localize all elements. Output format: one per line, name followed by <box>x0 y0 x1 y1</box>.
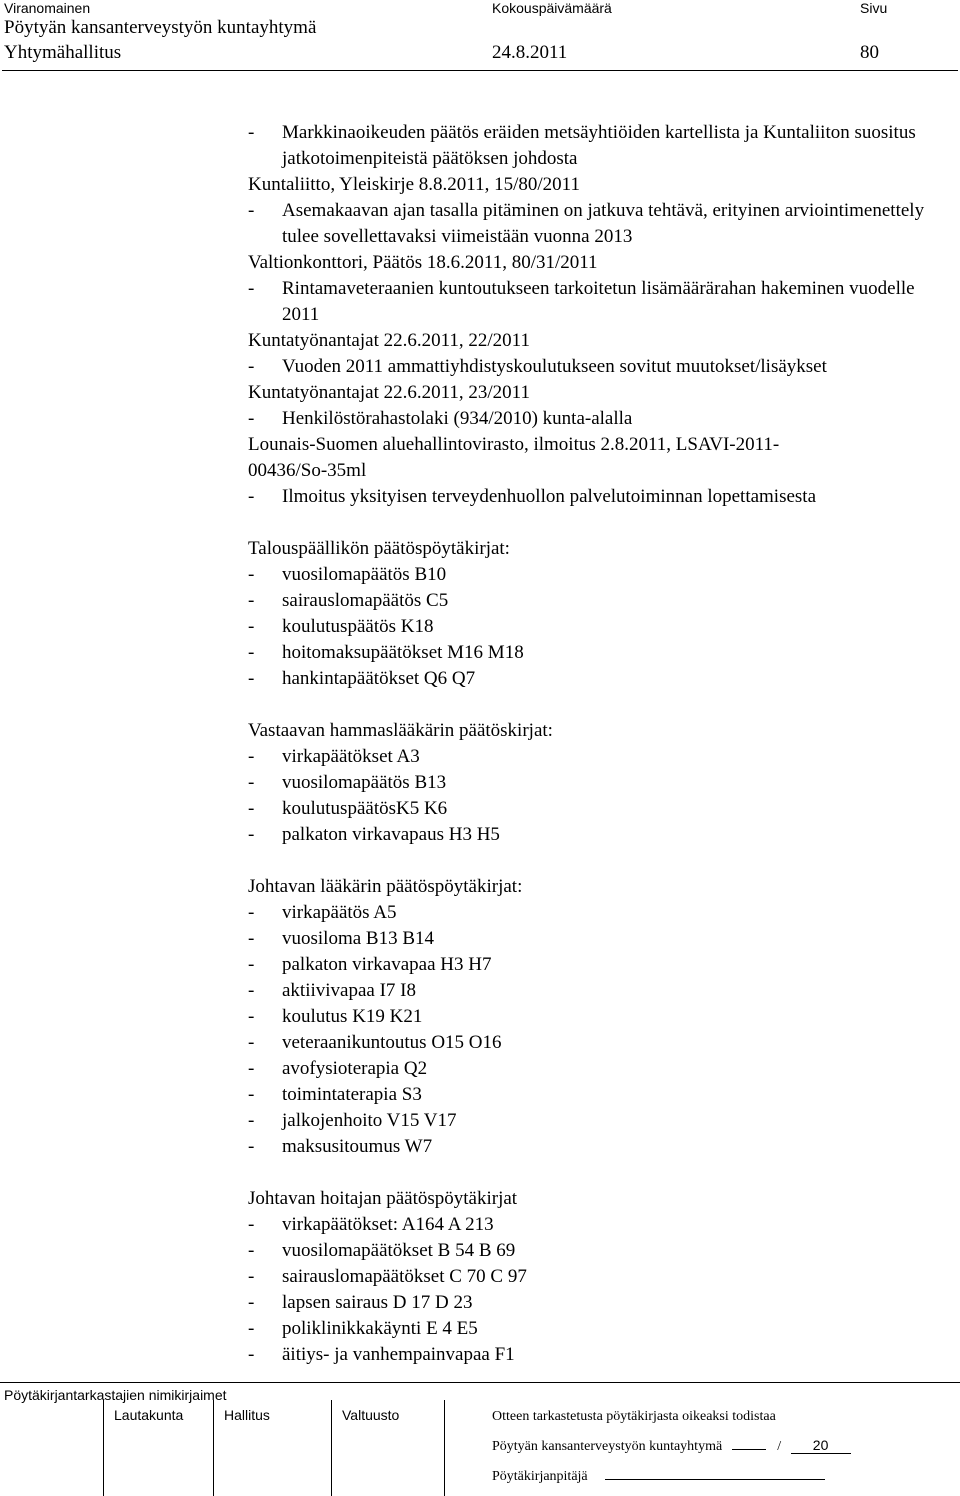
bullet-dash: - <box>248 122 255 143</box>
bullet-dash: - <box>248 1292 255 1313</box>
list-item-text: palkaton virkavapaus H3 H5 <box>282 824 500 845</box>
bullet-dash: - <box>248 772 255 793</box>
initials-column-valtuusto: Valtuusto <box>342 1407 400 1423</box>
list-item-text: poliklinikkakäynti E 4 E5 <box>282 1318 478 1339</box>
list-item-text: virkapäätös A5 <box>282 902 397 923</box>
list-item-text: koulutuspäätösK5 K6 <box>282 798 448 819</box>
footer-column-divider <box>444 1400 445 1496</box>
list-item <box>248 198 948 250</box>
list-item <box>248 1134 948 1160</box>
bullet-dash: - <box>248 1318 255 1339</box>
certification-text: Otteen tarkastetusta pöytäkirjasta oikeaksi todistaa <box>492 1409 776 1424</box>
text-line: Kuntaliitto, Yleiskirje 8.8.2011, 15/80/2011 <box>248 174 580 195</box>
text-line: Kuntatyönantajat 22.6.2011, 22/2011 <box>248 330 530 351</box>
header-divider <box>2 70 958 71</box>
list-item <box>248 120 948 172</box>
list-item-text: virkapäätökset A3 <box>282 746 420 767</box>
text-line: Valtionkonttori, Päätös 18.6.2011, 80/31/2011 <box>248 252 598 273</box>
list-item <box>248 1264 948 1290</box>
bullet-dash: - <box>248 1136 255 1157</box>
list-item-text: veteraanikuntoutus O15 O16 <box>282 1032 502 1053</box>
text-line: Talouspäällikön päätöspöytäkirjat: <box>248 538 510 559</box>
footer-column-divider <box>213 1400 214 1496</box>
meeting-date-label: Kokouspäivämäärä <box>492 0 612 16</box>
list-item-text: Rintamaveteraanien kuntoutukseen tarkoitetun lisämäärärahan hakeminen vuodelle 2011 <box>282 278 915 325</box>
list-item-text: koulutuspäätös K18 <box>282 616 434 637</box>
bullet-dash: - <box>248 746 255 767</box>
bullet-dash: - <box>248 408 255 429</box>
list-item-text: lapsen sairaus D 17 D 23 <box>282 1292 473 1313</box>
list-item <box>248 1316 948 1342</box>
bullet-dash: - <box>248 1240 255 1261</box>
bullet-dash: - <box>248 1266 255 1287</box>
signature-blank <box>732 1437 766 1450</box>
bullet-dash: - <box>248 824 255 845</box>
bullet-dash: - <box>248 616 255 637</box>
bullet-dash: - <box>248 928 255 949</box>
certification-organization: Pöytyän kansanterveystyön kuntayhtymä <box>492 1439 723 1454</box>
bullet-dash: - <box>248 486 255 507</box>
text-line: Vastaavan hammaslääkärin päätöskirjat: <box>248 720 553 741</box>
bullet-dash: - <box>248 1084 255 1105</box>
list-item-text: toimintaterapia S3 <box>282 1084 422 1105</box>
bullet-dash: - <box>248 200 255 221</box>
list-item <box>248 796 948 822</box>
list-item <box>248 276 948 328</box>
list-item <box>248 744 948 770</box>
keeper-label: Pöytäkirjanpitäjä <box>492 1469 588 1484</box>
list-item <box>248 770 948 796</box>
footer-column-divider <box>331 1400 332 1496</box>
bullet-dash: - <box>248 1032 255 1053</box>
footer-column-divider <box>103 1400 104 1496</box>
list-item-text: vuosilomapäätös B13 <box>282 772 447 793</box>
list-item <box>248 1290 948 1316</box>
list-item-text: maksusitoumus W7 <box>282 1136 433 1157</box>
bullet-dash: - <box>248 278 255 299</box>
footer-divider <box>0 1382 960 1383</box>
text-line: Kuntatyönantajat 22.6.2011, 23/2011 <box>248 382 530 403</box>
list-item <box>248 1082 948 1108</box>
list-item <box>248 1342 948 1368</box>
keeper-line <box>492 1467 825 1485</box>
text-line: Johtavan lääkärin päätöspöytäkirjat: <box>248 876 523 897</box>
list-item <box>248 822 948 848</box>
list-item-text: äitiys- ja vanhempainvapaa F1 <box>282 1344 515 1365</box>
list-item <box>248 354 948 380</box>
list-item <box>248 562 948 588</box>
list-item <box>248 978 948 1004</box>
text-line: Johtavan hoitajan päätöspöytäkirjat <box>248 1188 518 1209</box>
list-item-text: vuosilomapäätös B10 <box>282 564 447 585</box>
certification-line <box>492 1437 851 1455</box>
list-item-text: avofysioterapia Q2 <box>282 1058 428 1079</box>
text-line: Lounais-Suomen aluehallintovirasto, ilmoitus 2.8.2011, LSAVI-2011- <box>248 434 780 455</box>
list-item-text: virkapäätökset: A164 A 213 <box>282 1214 494 1235</box>
list-item <box>248 666 948 692</box>
list-item-text: vuosiloma B13 B14 <box>282 928 435 949</box>
page-label: Sivu <box>860 0 888 16</box>
list-item <box>248 640 948 666</box>
list-item-text: Vuoden 2011 ammattiyhdistyskoulutukseen sovitut muutokset/lisäykset <box>282 356 827 377</box>
list-item <box>248 1212 948 1238</box>
initials-column-lautakunta: Lautakunta <box>114 1407 184 1423</box>
authority-label: Viranomainen <box>4 0 91 16</box>
bullet-dash: - <box>248 1214 255 1235</box>
bullet-dash: - <box>248 356 255 377</box>
list-item <box>248 900 948 926</box>
list-item-text: hoitomaksupäätökset M16 M18 <box>282 642 524 663</box>
list-item <box>248 1004 948 1030</box>
list-item-text: sairauslomapäätös C5 <box>282 590 449 611</box>
bullet-dash: - <box>248 668 255 689</box>
list-item <box>248 1238 948 1264</box>
bullet-dash: - <box>248 798 255 819</box>
body-name: Yhtymähallitus <box>4 42 122 63</box>
bullet-dash: - <box>248 980 255 1001</box>
bullet-dash: - <box>248 642 255 663</box>
initials-column-hallitus: Hallitus <box>224 1407 270 1423</box>
list-item <box>248 614 948 640</box>
initials-title: Pöytäkirjantarkastajien nimikirjaimet <box>4 1387 227 1403</box>
keeper-signature-blank <box>605 1467 825 1480</box>
list-item <box>248 1056 948 1082</box>
bullet-dash: - <box>248 564 255 585</box>
certification-number: 20 <box>791 1437 851 1454</box>
bullet-dash: - <box>248 1058 255 1079</box>
list-item <box>248 926 948 952</box>
section-gap <box>248 510 948 536</box>
list-item <box>248 588 948 614</box>
list-item-text: Henkilöstörahastolaki (934/2010) kunta-alalla <box>282 408 633 429</box>
meeting-date: 24.8.2011 <box>492 42 568 63</box>
bullet-dash: - <box>248 1110 255 1131</box>
bullet-dash: - <box>248 1006 255 1027</box>
text-line: 00436/So-35ml <box>248 460 367 481</box>
bullet-dash: - <box>248 954 255 975</box>
list-item-text: palkaton virkavapaa H3 H7 <box>282 954 492 975</box>
list-item <box>248 484 948 510</box>
bullet-dash: - <box>248 902 255 923</box>
list-item-text: vuosilomapäätökset B 54 B 69 <box>282 1240 516 1261</box>
list-item-text: hankintapäätökset Q6 Q7 <box>282 668 476 689</box>
list-item <box>248 952 948 978</box>
list-item-text: Markkinaoikeuden päätös eräiden metsäyhtiöiden kartellista ja Kuntaliiton suositus jatkotoimenpiteistä päätöksen johdosta <box>282 122 916 169</box>
list-item-text: Ilmoitus yksityisen terveydenhuollon palvelutoiminnan lopettamisesta <box>282 486 817 507</box>
certification-slash: / <box>777 1439 782 1454</box>
section-gap <box>248 692 948 718</box>
list-item <box>248 1030 948 1056</box>
list-item-text: koulutus K19 K21 <box>282 1006 423 1027</box>
organization-name: Pöytyän kansanterveystyön kuntayhtymä <box>4 17 317 38</box>
bullet-dash: - <box>248 590 255 611</box>
bullet-dash: - <box>248 1344 255 1365</box>
list-item-text: sairauslomapäätökset C 70 C 97 <box>282 1266 527 1287</box>
list-item <box>248 1108 948 1134</box>
document-body <box>248 120 948 1368</box>
section-gap <box>248 1160 948 1186</box>
page-number: 80 <box>860 42 879 63</box>
list-item-text: Asemakaavan ajan tasalla pitäminen on jatkuva tehtävä, erityinen arviointimenettely tulee sovellettavaksi viimeistään vuonna 2013 <box>282 200 925 247</box>
section-gap <box>248 848 948 874</box>
list-item-text: jalkojenhoito V15 V17 <box>282 1110 457 1131</box>
list-item-text: aktiivivapaa I7 I8 <box>282 980 417 1001</box>
list-item <box>248 406 948 432</box>
